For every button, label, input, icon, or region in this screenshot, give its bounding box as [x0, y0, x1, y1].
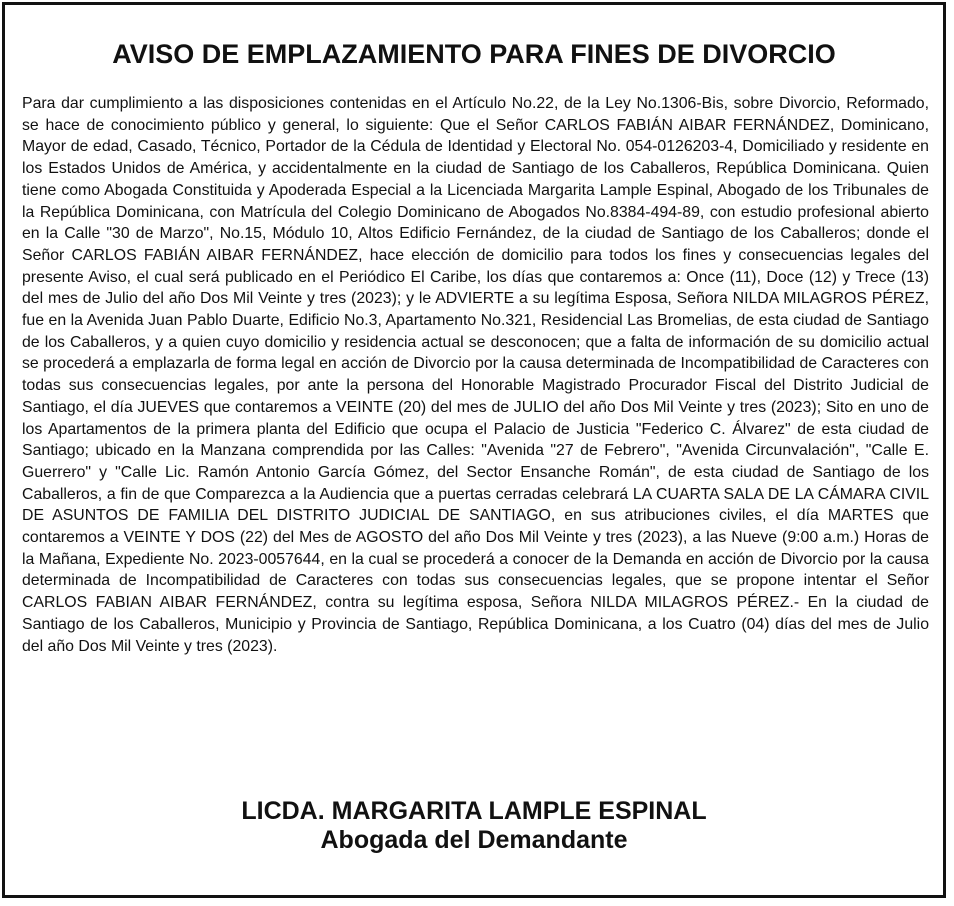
legal-notice	[2, 2, 946, 898]
signature-role: Abogada del Demandante	[320, 826, 628, 854]
notice-title: AVISO DE EMPLAZAMIENTO PARA FINES DE DIVORCIO	[112, 39, 836, 69]
signature-block	[5, 797, 943, 855]
notice-body: Para dar cumplimiento a las disposiciones contenidas en el Artículo No.22, de la Ley No.1306-Bis, sobre Divorcio, Reformado, se hace de conocimiento público y general, lo siguiente: Que el Señor CARLOS FABIÁN AIBAR FERNÁNDEZ, Dominicano, Mayor de edad, Casado, Técnico, Portador de la Cédula de Identidad y Electoral No. 054-0126203-4, Domiciliado y residente en los Estados Unidos de América, y accidentalmente en la ciudad de Santiago de los Caballeros, República Dominicana. Quien tiene como Abogada Constituida y Apoderada Especial a la Licenciada Margarita Lample Espinal, Abogado de los Tribunales de la República Dominicana, con Matrícula del Colegio Dominicano de Abogados No.8384-494-89, con estudio profesional abierto en la Calle "30 de Marzo", No.15, Módulo 10, Altos Edificio Fernández, de la ciudad de Santiago de los Caballeros; donde el Señor CARLOS FABIÁN AIBAR FERNÁNDEZ, hace elección de domicilio para todos los fines y consecuencias legales del presente Aviso, el cual será publicado en el Periódico El Caribe, los días que contaremos a: Once (11), Doce (12) y Trece (13) del mes de Julio del año Dos Mil Veinte y tres (2023); y le ADVIERTE a su legítima Esposa, Señora NILDA MILAGROS PÉREZ, fue en la Avenida Juan Pablo Duarte, Edificio No.3, Apartamento No.321, Residencial Las Bromelias, de esta ciudad de Santiago de los Caballeros, y a quien cuyo domicilio y residencia actual se desconocen; que a falta de información de su domicilio actual se procederá a emplazarla de forma legal en acción de Divorcio por la causa determinada de Incompatibilidad de Caracteres con todas sus consecuencias legales, por ante la persona del Honorable Magistrado Procurador Fiscal del Distrito Judicial de Santiago, el día JUEVES que contaremos a VEINTE (20) del mes de JULIO del año Dos Mil Veinte y tres (2023); Sito en uno de los Apartamentos de la primera planta del Edificio que ocupa el Palacio de Justicia "Federico C. Álvarez" de esta ciudad de Santiago; ubicado en la Manzana comprendida por las Calles: "Avenida "27 de Febrero", "Avenida Circunvalación", "Calle E. Guerrero" y "Calle Lic. Ramón Antonio García Gómez, del Sector Ensanche Román", de esta ciudad de Santiago de los Caballeros, a fin de que Comparezca a la Audiencia que a puertas cerradas celebrará LA CUARTA SALA DE LA CÁMARA CIVIL DE ASUNTOS DE FAMILIA DEL DISTRITO JUDICIAL DE SANTIAGO, en sus atribuciones civiles, el día MARTES que contaremos a VEINTE Y DOS (22) del Mes de AGOSTO del año Dos Mil Veinte y tres (2023), a las Nueve (9:00 a.m.) Horas de la Mañana, Expediente No. 2023-0057644, en la cual se procederá a conocer de la Demanda en acción de Divorcio por la causa determinada de Incompatibilidad de Caracteres con todas sus consecuencias legales, que se propone intentar el Señor CARLOS FABIAN AIBAR FERNÁNDEZ, contra su legítima esposa, Señora NILDA MILAGROS PÉREZ.- En la ciudad de Santiago de los Caballeros, Municipio y Provincia de Santiago, República Dominicana, a los Cuatro (04) días del mes de Julio del año Dos Mil Veinte y tres (2023).	[22, 95, 929, 655]
signature-name: LICDA. MARGARITA LAMPLE ESPINAL	[241, 797, 707, 825]
